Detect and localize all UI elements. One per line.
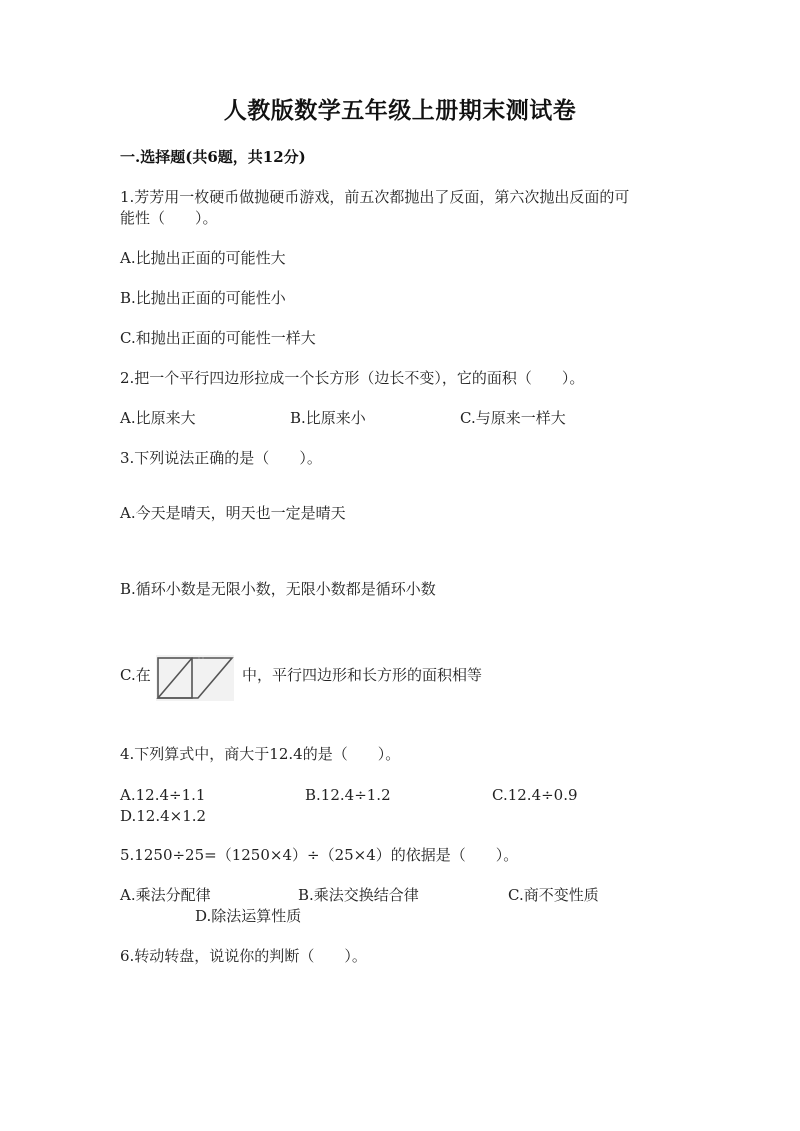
question-4-option-d: D.12.4×1.2 [120, 807, 207, 825]
question-4-option-b: B.12.4÷1.2 [305, 786, 391, 804]
question-5-option-d: D.除法运算性质 [195, 907, 302, 925]
question-3-option-a: A.今天是晴天，明天也一定是晴天 [120, 504, 346, 522]
question-4-option-a: A.12.4÷1.1 [120, 786, 206, 804]
question-3-option-c-prefix: C.在 [120, 666, 151, 684]
question-5-option-a: A.乘法分配律 [120, 886, 211, 904]
question-5-option-c: C.商不变性质 [508, 886, 599, 904]
question-2-option-a: A.比原来大 [120, 409, 196, 427]
question-2-option-c: C.与原来一样大 [460, 409, 566, 427]
question-1-option-a: A.比抛出正面的可能性大 [120, 249, 286, 267]
parallelogram-rectangle-figure [156, 655, 234, 701]
question-3-option-b: B.循环小数是无限小数，无限小数都是循环小数 [120, 580, 436, 598]
section-heading: 一.选择题(共6题，共12分) [120, 148, 306, 166]
question-1-option-c: C.和抛出正面的可能性一样大 [120, 329, 316, 347]
question-5-option-b: B.乘法交换结合律 [298, 886, 419, 904]
question-1-stem-line-1: 1.芳芳用一枚硬币做抛硬币游戏，前五次都抛出了反面，第六次抛出反面的可 [120, 188, 630, 206]
page-title: 人教版数学五年级上册期末测试卷 [223, 97, 577, 124]
question-6-stem: 6.转动转盘，说说你的判断（ ）。 [120, 947, 367, 965]
question-3-option-c-suffix: 中，平行四边形和长方形的面积相等 [242, 666, 483, 684]
question-4-option-c: C.12.4÷0.9 [492, 786, 578, 804]
question-4-stem: 4.下列算式中，商大于12.4的是（ ）。 [120, 745, 401, 763]
question-2-option-b: B.比原来小 [290, 409, 366, 427]
question-1-option-b: B.比抛出正面的可能性小 [120, 289, 286, 307]
question-3-stem: 3.下列说法正确的是（ ）。 [120, 449, 322, 467]
question-2-stem: 2.把一个平行四边形拉成一个长方形（边长不变），它的面积（ ）。 [120, 369, 585, 387]
question-1-stem-line-2: 能性（ ）。 [120, 209, 218, 227]
question-5-stem: 5.1250÷25=（1250×4）÷（25×4）的依据是（ ）。 [120, 846, 519, 864]
